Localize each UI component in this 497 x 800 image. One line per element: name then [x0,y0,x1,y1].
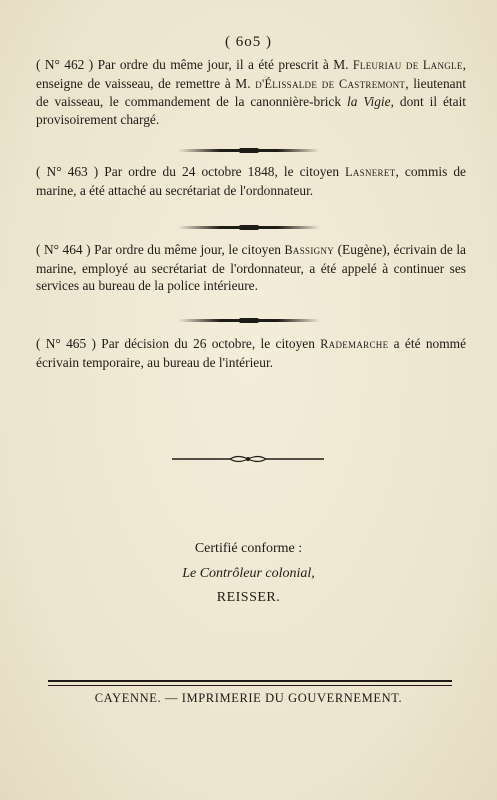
footer-rule [48,680,452,682]
footer-rule-thin [48,685,452,686]
order-entry-464 [36,241,466,295]
decorative-ornament [168,454,328,464]
entry-text: ( N° 462 ) Par ordre du même jour, il a été prescrit à M. [36,57,353,72]
order-entry-463 [36,163,466,199]
order-entry-465 [36,335,466,371]
person-name: Rademarche [320,337,389,351]
certification-line: Certifié conforme : [194,541,303,556]
entry-text: ( N° 465 ) Par décision du 26 octobre, le citoyen [36,336,321,351]
person-name: Lasneret [345,165,396,179]
section-separator [178,149,320,152]
person-name: d'Élissalde de Castremont [255,76,406,91]
signatory-name: REISSER. [216,590,281,605]
person-name: Bassigny [284,243,335,257]
entry-text: , dont il était provisoirement chargé. [36,94,467,127]
entry-text: ( N° 463 ) Par ordre du 24 octobre 1848, le citoyen [36,164,346,179]
entry-text: ( N° 464 ) Par ordre du même jour, le citoyen [36,242,285,257]
signatory-title: Le Contrôleur colonial, [182,566,315,581]
entry-text: a été nommé écrivain temporaire, au bureau de l'intérieur. [36,336,467,370]
section-separator [178,226,320,229]
person-name: Fleuriau de Langle [352,58,463,72]
section-separator [178,319,320,322]
ship-name: la Vigie [347,94,391,110]
printer-imprint: CAYENNE. — IMPRIMERIE DU GOUVERNEMENT. [94,691,403,705]
entry-text: , lieutenant de vaisseau, le commandement de la canonnière-brick [36,75,467,110]
entry-text: , commis de marine, a été attaché au secrétariat de l'ordonnateur. [36,164,466,198]
order-entry-462 [36,56,466,128]
entry-text: , enseigne de vaisseau, de remettre à M. [36,57,466,91]
entry-text: (Eugène), écrivain de la marine, employé au secrétariat de l'ordonnateur, a été appelé à continuer ses services au bureau de la police intérieure. [36,242,466,294]
page-number: ( 6o5 ) [225,34,272,50]
